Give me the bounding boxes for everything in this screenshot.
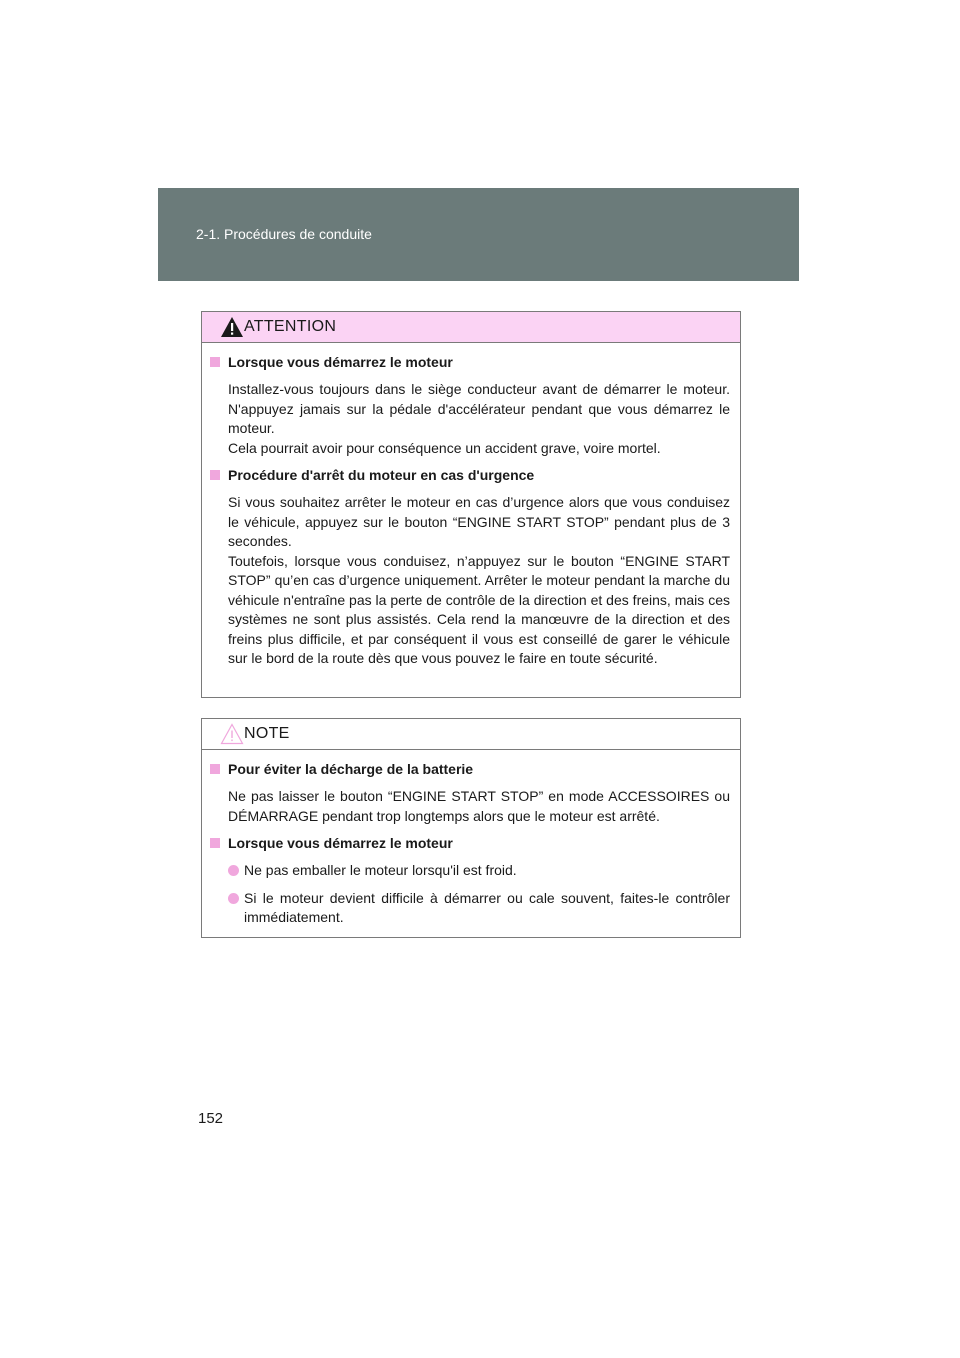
- note-header: [202, 719, 740, 750]
- note-bullet-item: Si le moteur devient difficile à démarrer ou cale souvent, faites-le contrôler immédiatement.: [210, 889, 730, 928]
- note-box: [201, 718, 741, 938]
- attention-paragraph: Cela pourrait avoir pour conséquence un accident grave, voire mortel.: [228, 439, 661, 456]
- attention-paragraph: Toutefois, lorsque vous conduisez, n’appuyez sur le bouton “ENGINE START STOP” qu’en cas d’urgence uniquement. Arrêter le moteur pendant la marche du véhicule n'entraîne pas la perte de contrôle de la direction et des freins, mais ces systèmes ne sont plus assistés. Cela rend la manœuvre de la direction et des freins plus difficile, et par conséquent il vous est conseillé de garer le véhicule sur le bord de la route dès que vous pouvez le faire en toute sécurité.: [228, 552, 730, 666]
- attention-section-heading: Procédure d'arrêt du moteur en cas d'urgence: [210, 466, 730, 485]
- circle-bullet-icon: [228, 893, 239, 904]
- attention-paragraph: Si vous souhaitez arrêter le moteur en cas d’urgence alors que vous conduisez le véhicule, appuyez sur le bouton “ENGINE START STOP” pendant plus de 3 secondes.: [228, 494, 730, 549]
- note-section-heading: Pour éviter la décharge de la batterie: [210, 760, 730, 779]
- square-bullet-icon: [210, 470, 220, 480]
- square-bullet-icon: [210, 838, 220, 848]
- warning-triangle-outline-icon: [220, 723, 244, 745]
- circle-bullet-icon: [228, 865, 239, 876]
- page-number: 152: [198, 1110, 224, 1127]
- attention-section-heading: Lorsque vous démarrez le moteur: [210, 353, 730, 372]
- note-paragraph: Ne pas laisser le bouton “ENGINE START STOP” en mode ACCESSOIRES ou DÉMARRAGE pendant trop longtemps alors que le moteur est arrêté.: [228, 788, 730, 824]
- attention-title: ATTENTION: [244, 318, 337, 335]
- section-header: [158, 188, 799, 281]
- note-title: NOTE: [244, 725, 290, 742]
- square-bullet-icon: [210, 764, 220, 774]
- attention-paragraph: Installez-vous toujours dans le siège conducteur avant de démarrer le moteur. N'appuyez jamais sur la pédale d'accélérateur pendant que vous démarrez le moteur.: [228, 381, 730, 436]
- attention-box: [201, 311, 741, 698]
- note-section-heading: Lorsque vous démarrez le moteur: [210, 834, 730, 853]
- square-bullet-icon: [210, 357, 220, 367]
- section-title: 2-1. Procédures de conduite: [196, 226, 372, 242]
- warning-triangle-icon: [220, 316, 244, 338]
- note-bullet-item: Ne pas emballer le moteur lorsqu'il est froid.: [210, 861, 730, 881]
- attention-header: [202, 312, 740, 343]
